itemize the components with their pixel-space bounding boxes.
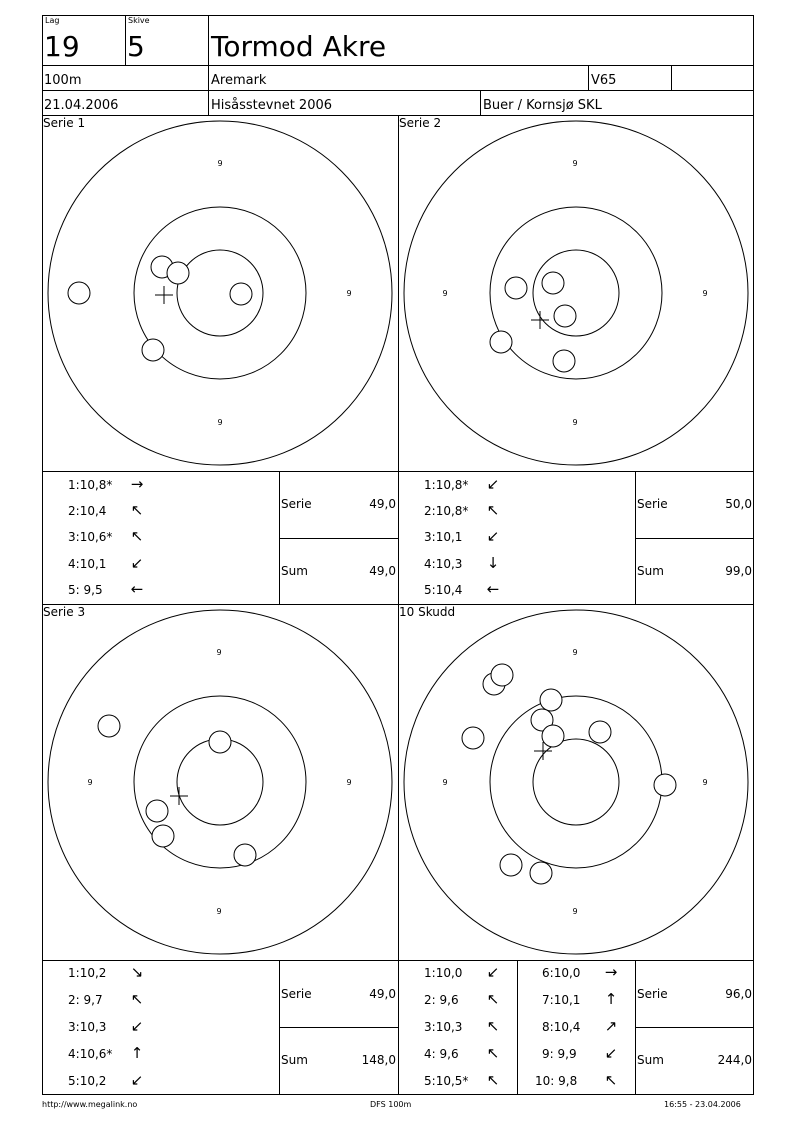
arrow-icon: ↖ — [130, 501, 144, 519]
serie-label: Serie — [281, 987, 312, 1001]
shot-hole — [654, 774, 676, 796]
shot-row: 5: 9,5 — [68, 583, 103, 597]
skive-value: 5 — [127, 30, 145, 63]
arrow-icon: ↖ — [130, 527, 144, 545]
arrow-icon: ↖ — [486, 990, 500, 1008]
shot-row: 5:10,5* — [424, 1074, 469, 1088]
ring-label: 9 — [572, 648, 578, 657]
shot-row: 3:10,6* — [68, 530, 113, 544]
sum-value: 148,0 — [361, 1053, 396, 1067]
score-hline-1 — [279, 538, 398, 539]
ring-label: 9 — [572, 159, 578, 168]
shot-row: 9: 9,9 — [542, 1047, 577, 1061]
arrow-icon: ↖ — [486, 1071, 500, 1089]
arrow-icon: ↙ — [486, 527, 500, 545]
shot-hole — [142, 339, 164, 361]
score-hline-2 — [635, 538, 754, 539]
shot-row: 2:10,8* — [424, 504, 469, 518]
sum-label: Sum — [281, 1053, 308, 1067]
ring-label: 9 — [217, 159, 223, 168]
serie-label: Serie — [637, 987, 668, 1001]
arrow-icon: ↖ — [604, 1071, 618, 1089]
shot-row: 4:10,1 — [68, 557, 107, 571]
distance: 100m — [44, 73, 82, 88]
sum-value: 244,0 — [717, 1053, 752, 1067]
sum-label: Sum — [281, 564, 308, 578]
grid-hline-3 — [42, 960, 754, 961]
target-serie-3 — [42, 604, 398, 960]
arrow-icon: ↖ — [486, 1017, 500, 1035]
shot-hole — [491, 664, 513, 686]
shot-row: 3:10,3 — [68, 1020, 107, 1034]
ring-label: 9 — [442, 289, 448, 298]
arrow-icon: ↙ — [486, 963, 500, 981]
panel-title-serie-1: Serie 1 — [43, 116, 86, 130]
ring-label: 9 — [702, 778, 708, 787]
shot-row: 5:10,4 — [424, 583, 463, 597]
score-hline-3 — [279, 1027, 398, 1028]
shot-row: 4:10,6* — [68, 1047, 113, 1061]
shot-hole — [589, 721, 611, 743]
arrow-icon: ↑ — [604, 990, 618, 1008]
club-place: Aremark — [211, 73, 267, 88]
footer-title: DFS 100m — [370, 1100, 412, 1109]
shot-row: 1:10,8* — [424, 478, 469, 492]
sum-value: 99,0 — [725, 564, 752, 578]
header-vline-skive — [208, 15, 209, 116]
shot-hole — [530, 862, 552, 884]
arrow-icon: ↖ — [486, 501, 500, 519]
shooter-class: V65 — [591, 73, 617, 88]
target-serie-1 — [42, 115, 398, 471]
shot-row: 1:10,2 — [68, 966, 107, 980]
score-vline-4b — [517, 960, 518, 1095]
arrow-icon: ↙ — [130, 1071, 144, 1089]
serie-value: 49,0 — [369, 497, 396, 511]
arrow-icon: ↖ — [486, 1044, 500, 1062]
shot-row: 3:10,1 — [424, 530, 463, 544]
arrow-icon: ↙ — [486, 475, 500, 493]
arrow-icon: ↙ — [130, 1017, 144, 1035]
serie-value: 96,0 — [725, 987, 752, 1001]
shot-row: 5:10,2 — [68, 1074, 107, 1088]
arrow-icon: ↖ — [130, 990, 144, 1008]
shot-row: 4:10,3 — [424, 557, 463, 571]
shot-hole — [68, 282, 90, 304]
shot-hole — [490, 331, 512, 353]
header-vline-lag — [125, 15, 126, 65]
shot-hole — [554, 305, 576, 327]
ring-label: 9 — [572, 418, 578, 427]
shot-hole — [553, 350, 575, 372]
shot-hole — [209, 731, 231, 753]
shot-hole — [542, 272, 564, 294]
arrow-icon: → — [130, 475, 144, 493]
ring-label: 9 — [442, 778, 448, 787]
shot-hole — [167, 262, 189, 284]
ring-label: 9 — [346, 289, 352, 298]
header-divider-2 — [42, 90, 754, 91]
sum-label: Sum — [637, 564, 664, 578]
ring-label: 9 — [702, 289, 708, 298]
shot-hole — [505, 277, 527, 299]
panel-title-serie-3: Serie 3 — [43, 605, 86, 619]
event-name: Hisåsstevnet 2006 — [211, 98, 333, 113]
shot-hole — [542, 725, 564, 747]
ring-label: 9 — [216, 907, 222, 916]
shot-hole — [540, 689, 562, 711]
shot-row: 2:10,4 — [68, 504, 107, 518]
ring-label: 9 — [572, 907, 578, 916]
ring-label: 9 — [87, 778, 93, 787]
shot-hole — [230, 283, 252, 305]
shot-row: 2: 9,7 — [68, 993, 103, 1007]
panel-title-serie-2: Serie 2 — [399, 116, 442, 130]
shot-row: 4: 9,6 — [424, 1047, 459, 1061]
header-divider-1 — [42, 65, 754, 66]
skive-label: Skive — [128, 16, 150, 25]
footer-timestamp: 16:55 - 23.04.2006 — [664, 1100, 741, 1109]
ring-label: 9 — [346, 778, 352, 787]
shot-row: 3:10,3 — [424, 1020, 463, 1034]
shot-row: 8:10,4 — [542, 1020, 581, 1034]
lag-label: Lag — [45, 16, 60, 25]
arrow-icon: ↓ — [486, 554, 500, 572]
shot-hole — [462, 727, 484, 749]
arrow-icon: ← — [130, 580, 144, 598]
target-10-skudd — [398, 604, 754, 960]
event-date: 21.04.2006 — [44, 98, 119, 113]
shot-hole — [500, 854, 522, 876]
header-vline-org — [480, 90, 481, 116]
serie-value: 49,0 — [369, 987, 396, 1001]
shot-hole — [152, 825, 174, 847]
footer-url[interactable]: http://www.megalink.no — [42, 1100, 138, 1109]
arrow-icon: ↙ — [130, 554, 144, 572]
sum-value: 49,0 — [369, 564, 396, 578]
shot-hole — [234, 844, 256, 866]
shot-row: 6:10,0 — [542, 966, 581, 980]
header-vline-class-l — [588, 65, 589, 90]
header-vline-class-r — [671, 65, 672, 90]
arrow-icon: ↘ — [130, 963, 144, 981]
target-serie-2 — [398, 115, 754, 471]
shot-row: 1:10,0 — [424, 966, 463, 980]
arrow-icon: → — [604, 963, 618, 981]
panel-title-10-skudd: 10 Skudd — [399, 605, 456, 619]
shot-hole — [98, 715, 120, 737]
ring-label: 9 — [217, 418, 223, 427]
grid-hline-1 — [42, 471, 754, 472]
arrow-icon: ↗ — [604, 1017, 618, 1035]
shot-row: 10: 9,8 — [535, 1074, 578, 1088]
shooter-name: Tormod Akre — [211, 30, 387, 63]
shot-hole — [146, 800, 168, 822]
serie-label: Serie — [637, 497, 668, 511]
score-hline-4 — [635, 1027, 754, 1028]
shot-row: 7:10,1 — [542, 993, 581, 1007]
lag-value: 19 — [44, 30, 80, 63]
shot-row: 2: 9,6 — [424, 993, 459, 1007]
shot-row: 1:10,8* — [68, 478, 113, 492]
arrow-icon: ← — [486, 580, 500, 598]
serie-value: 50,0 — [725, 497, 752, 511]
sum-label: Sum — [637, 1053, 664, 1067]
arrow-icon: ↙ — [604, 1044, 618, 1062]
ring-label: 9 — [216, 648, 222, 657]
organizer: Buer / Kornsjø SKL — [483, 98, 602, 113]
serie-label: Serie — [281, 497, 312, 511]
arrow-icon: ↑ — [130, 1044, 144, 1062]
